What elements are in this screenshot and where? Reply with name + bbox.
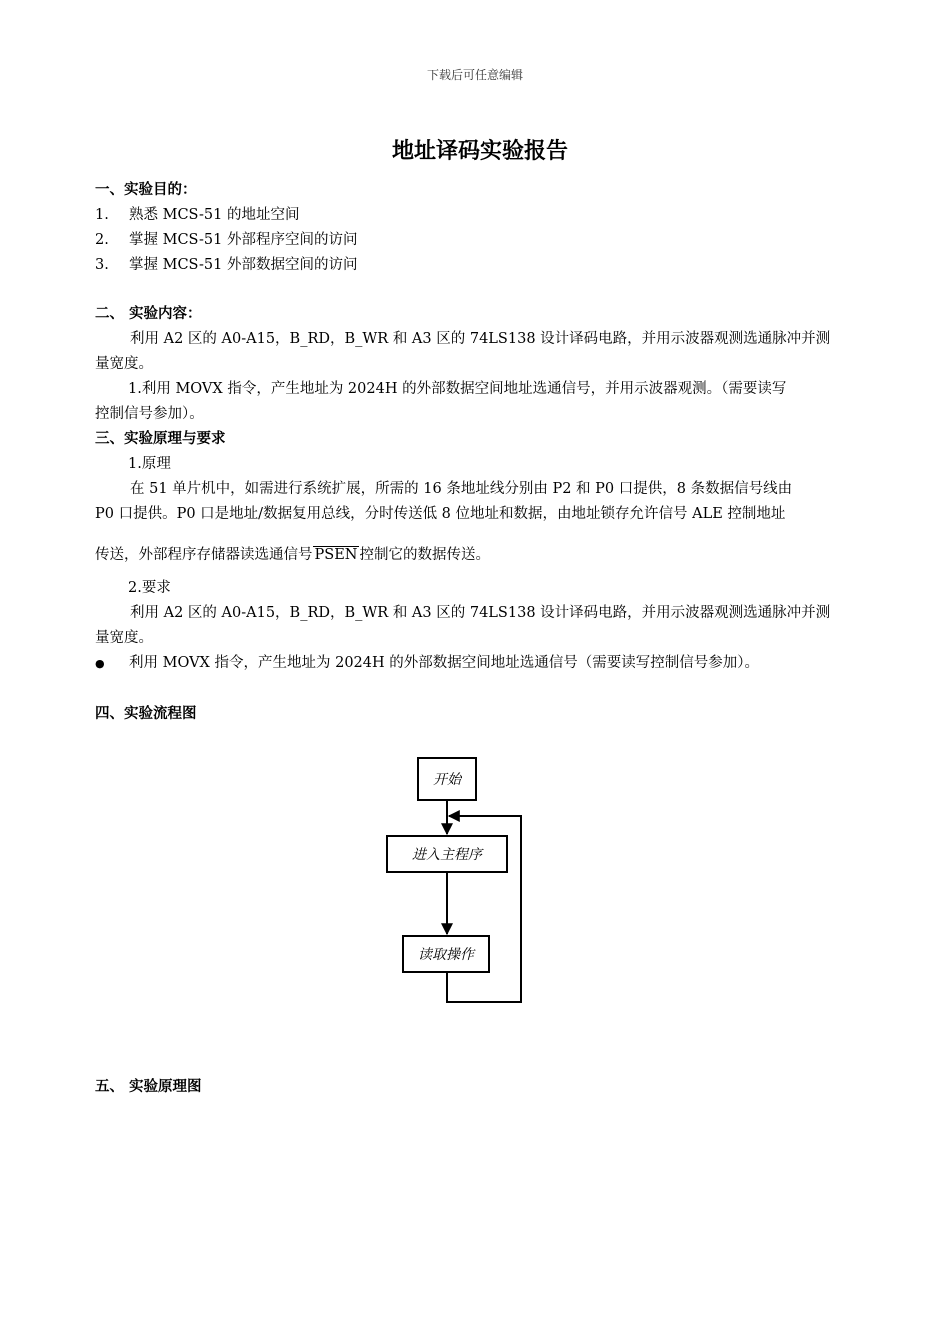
flowchart <box>370 748 540 1010</box>
section-4-heading: 四、实验流程图 <box>95 706 197 722</box>
requirement-line-1: 利用 A2 区的 A0-A15，B_RD，B_WR 和 A3 区的 74LS138 设计译码电路，并用示波器观测选通脉冲并测 <box>130 605 831 621</box>
content-para-2-line-1: 1.利用 MOVX 指令，产生地址为 2024H 的外部数据空间地址选通信号，并用示波器观测。（需要读写 <box>128 381 787 397</box>
section-5-heading: 五、 实验原理图 <box>95 1079 202 1095</box>
section-1-heading: 一、实验目的： <box>95 182 197 198</box>
objective-text: 掌握 MCS-51 外部程序空间的访问 <box>129 232 358 248</box>
requirement-bullet <box>95 651 759 672</box>
principle-line-3 <box>95 543 490 564</box>
objective-item-2 <box>95 228 357 249</box>
bullet-text: 利用 MOVX 指令，产生地址为 2024H 的外部数据空间地址选通信号（需要读写控制信号参加）。 <box>129 655 760 671</box>
objective-number: 3. <box>95 257 109 273</box>
content-para-1-line-2: 量宽度。 <box>95 356 153 372</box>
principle-line-3-start: 传送，外部程序存储器读选通信号 <box>95 547 313 563</box>
psen-signal: PSEN <box>314 547 358 563</box>
requirement-line-2: 量宽度。 <box>95 630 153 646</box>
bullet-icon: ● <box>95 657 105 670</box>
section-3-heading: 三、实验原理与要求 <box>95 431 226 447</box>
requirement-subheading: 2.要求 <box>128 580 171 596</box>
objective-number: 2. <box>95 232 109 248</box>
objective-item-1 <box>95 203 299 224</box>
document-title: 地址译码实验报告 <box>391 138 568 164</box>
section-2-heading: 二、 实验内容： <box>95 306 202 322</box>
principle-line-3-end: 控制它的数据传送。 <box>359 547 490 563</box>
flow-read-label: 读取操作 <box>418 947 474 963</box>
principle-subheading: 1.原理 <box>128 456 171 472</box>
objective-number: 1. <box>95 207 109 223</box>
content-para-1-line-1: 利用 A2 区的 A0-A15，B_RD，B_WR 和 A3 区的 74LS138 设计译码电路，并用示波器观测选通脉冲并测 <box>130 331 831 347</box>
objective-text: 熟悉 MCS-51 的地址空间 <box>129 207 300 223</box>
objective-item-3 <box>95 253 357 274</box>
principle-line-2: P0 口提供。P0 口是地址/数据复用总线，分时传送低 8 位地址和数据，由地址锁存允许信号 ALE 控制地址 <box>95 506 786 522</box>
principle-line-1: 在 51 单片机中，如需进行系统扩展，所需的 16 条地址线分别由 P2 和 P0 口提供，8 条数据信号线由 <box>130 481 793 497</box>
content-para-2-line-2: 控制信号参加）。 <box>95 406 204 422</box>
flow-main-label: 进入主程序 <box>412 847 482 863</box>
page-header: 下载后可任意编辑 <box>426 68 523 82</box>
flow-start-label: 开始 <box>433 772 461 788</box>
objective-text: 掌握 MCS-51 外部数据空间的访问 <box>129 257 358 273</box>
